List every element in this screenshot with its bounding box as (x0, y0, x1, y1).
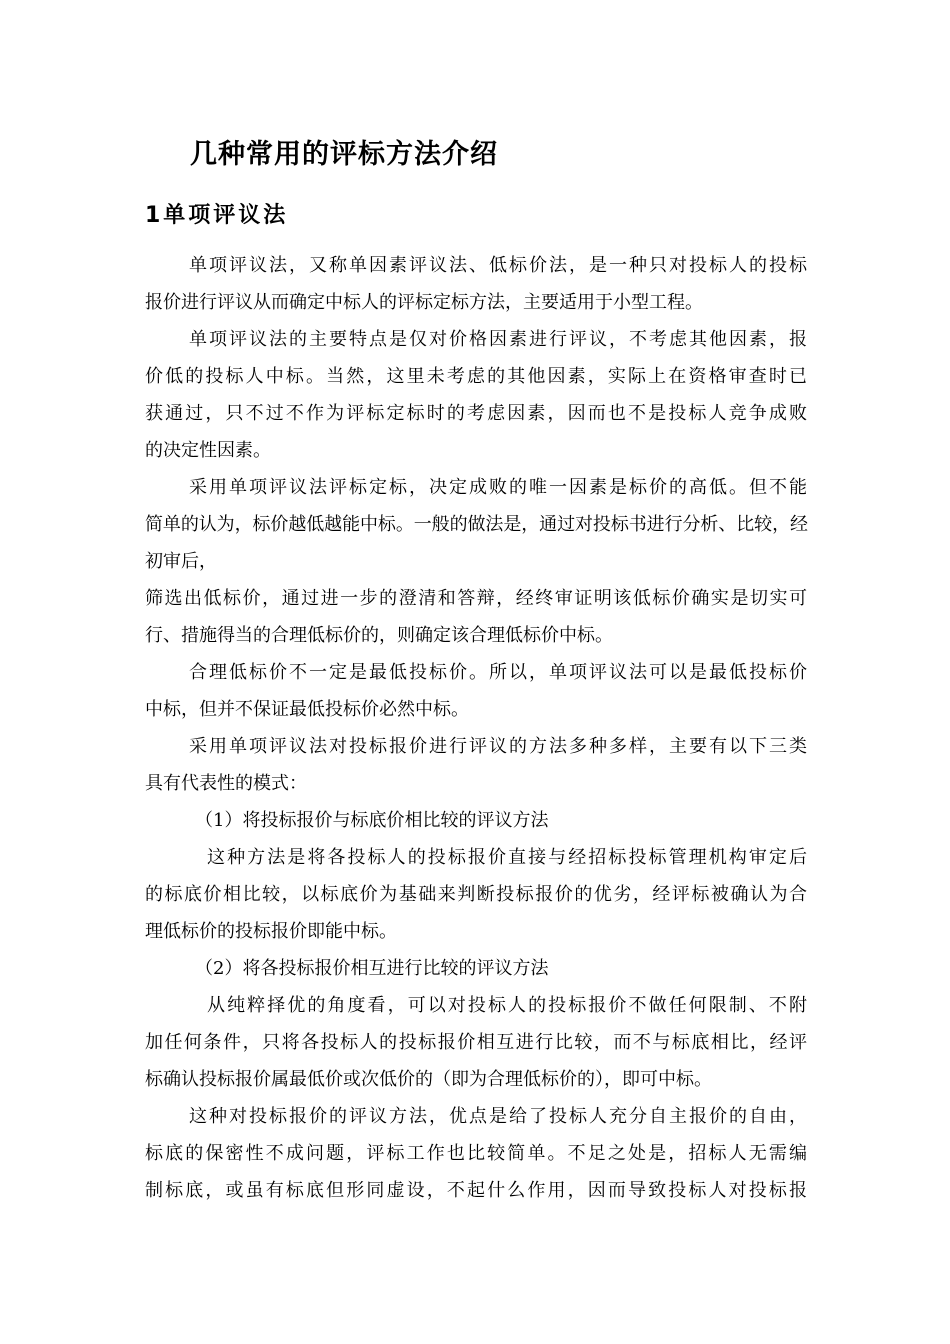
document-title: 几种常用的评标方法介绍 (190, 139, 498, 170)
text-line: 行、措施得当的合理低标价的，则确定该合理低标价中标。 (145, 625, 613, 646)
text-line: 加任何条件，只将各投标人的投标报价相互进行比较，而不与标底相比，经评 (145, 1032, 807, 1053)
subheading-2: （2）将各投标报价相互进行比较的评议方法 (195, 958, 549, 979)
text-line: 单项评议法，又称单因素评议法、低标价法，是一种只对投标人的投标 (189, 255, 807, 276)
text-line: 标底的保密性不成问题，评标工作也比较简单。不足之处是，招标人无需编 (145, 1143, 807, 1164)
text-line: 这种方法是将各投标人的投标报价直接与经招标投标管理机构审定后 (207, 847, 807, 868)
subheading-1: （1）将投标报价与标底价相比较的评议方法 (195, 810, 549, 831)
text-line: 初审后， (145, 551, 217, 572)
text-line: 标确认投标报价属最低价或次低价的（即为合理低标价的），即可中标。 (145, 1069, 712, 1090)
text-line: 具有代表性的模式： (145, 773, 307, 794)
text-line: 简单的认为，标价越低越能中标。一般的做法是，通过对投标书进行分析、比较，经 (145, 514, 807, 535)
text-line: 报价进行评议从而确定中标人的评标定标方法，主要适用于小型工程。 (145, 292, 703, 313)
text-line: 的决定性因素。 (145, 440, 271, 461)
text-line: 合理低标价不一定是最低投标价。所以，单项评议法可以是最低投标价 (189, 662, 807, 683)
text-line: 单项评议法的主要特点是仅对价格因素进行评议，不考虑其他因素，报 (189, 329, 807, 350)
text-line: 采用单项评议法对投标报价进行评议的方法多种多样，主要有以下三类 (189, 736, 807, 757)
text-line: 从纯粹择优的角度看，可以对投标人的投标报价不做任何限制、不附 (207, 995, 807, 1016)
document-body (145, 247, 807, 1209)
text-line: 获通过，只不过不作为评标定标时的考虑因素，因而也不是投标人竞争成败 (145, 403, 807, 424)
text-line: 筛选出低标价，通过进一步的澄清和答辩，经终审证明该低标价确实是切实可 (145, 588, 807, 609)
text-line: 理低标价的投标报价即能中标。 (145, 921, 397, 942)
text-line: 采用单项评议法评标定标，决定成败的唯一因素是标价的高低。但不能 (189, 477, 807, 498)
text-line: 价低的投标人中标。当然，这里未考虑的其他因素，实际上在资格审查时已 (145, 366, 807, 387)
text-line: 这种对投标报价的评议方法，优点是给了投标人充分自主报价的自由， (189, 1106, 807, 1127)
section-heading: 1单项评议法 (145, 203, 289, 228)
text-line: 中标，但并不保证最低投标价必然中标。 (145, 699, 469, 720)
text-line: 的标底价相比较，以标底价为基础来判断投标报价的优劣，经评标被确认为合 (145, 884, 807, 905)
text-line: 制标底，或虽有标底但形同虚设，不起什么作用，因而导致投标人对投标报 (145, 1180, 807, 1201)
